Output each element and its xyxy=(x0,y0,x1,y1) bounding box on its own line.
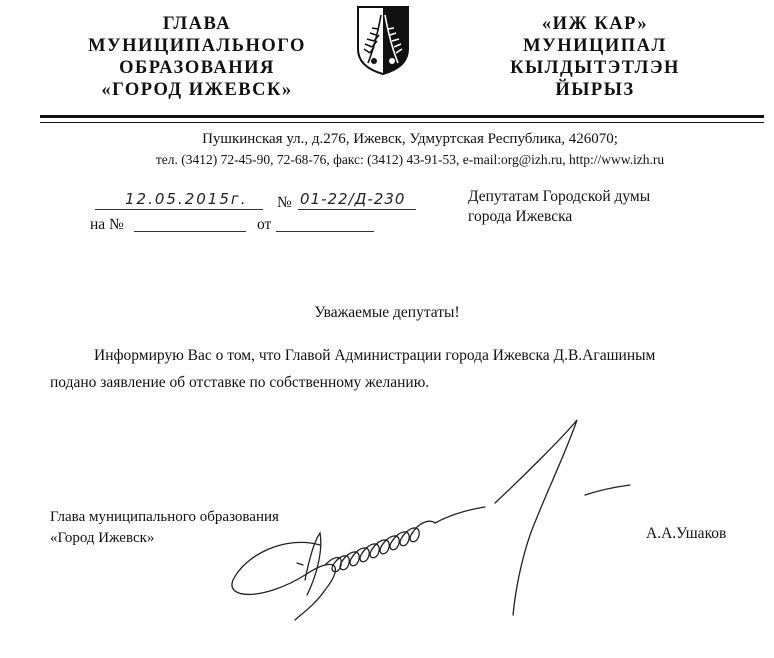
from-label: от xyxy=(257,216,272,233)
reply-to-label: на № xyxy=(90,216,124,233)
number-handwritten: 01-22/Д-230 xyxy=(300,190,406,208)
letterhead-left-title xyxy=(72,13,322,101)
body-text-line: подано заявление об отставке по собственному желанию. xyxy=(50,374,430,391)
letterhead-left-line: МУНИЦИПАЛЬНОГО xyxy=(88,36,306,56)
date-field xyxy=(95,190,263,210)
letterhead-left-line: «ГОРОД ИЖЕВСК» xyxy=(101,80,293,100)
signatory-name: А.А.Ушаков xyxy=(646,525,727,542)
address-line: Пушкинская ул., д.276, Ижевск, Удмуртская Республика, 426070; xyxy=(202,131,618,147)
letterhead-right-title xyxy=(480,13,710,101)
letterhead-rule-thick xyxy=(40,115,764,118)
letterhead-right-line: МУНИЦИПАЛ xyxy=(523,36,667,56)
recipient-line: Депутатам Городской думы xyxy=(468,188,651,205)
body-text-line: Информирую Вас о том, что Главой Администрации города Ижевска Д.В.Агашиным xyxy=(94,347,656,364)
number-field xyxy=(298,190,416,210)
signatory-title: «Город Ижевск» xyxy=(50,530,155,546)
letterhead-right-line: ЙЫРЫЗ xyxy=(555,80,635,100)
reply-to-field xyxy=(134,217,246,232)
handwritten-signature xyxy=(225,415,645,635)
signatory-title: Глава муниципального образования xyxy=(50,509,279,525)
letterhead-left-line: ОБРАЗОВАНИЯ xyxy=(119,58,275,78)
from-field xyxy=(276,217,374,232)
number-label: № xyxy=(277,194,292,211)
date-handwritten: 12.05.2015г. xyxy=(125,190,248,208)
recipient-line: города Ижевска xyxy=(468,208,573,225)
coat-of-arms-icon xyxy=(352,3,414,77)
letterhead-rule-thin xyxy=(40,122,764,123)
greeting: Уважаемые депутаты! xyxy=(314,304,460,321)
contacts-line: тел. (3412) 72-45-90, 72-68-76, факс: (3412) 43-91-53, e-mail:org@izh.ru, http://www.izh.ru xyxy=(155,152,665,167)
letterhead-left-line: ГЛАВА xyxy=(162,14,232,34)
letterhead-right-line: КЫЛДЫТЭТЛЭН xyxy=(510,58,680,78)
letterhead-right-line: «ИЖ КАР» xyxy=(541,14,649,34)
